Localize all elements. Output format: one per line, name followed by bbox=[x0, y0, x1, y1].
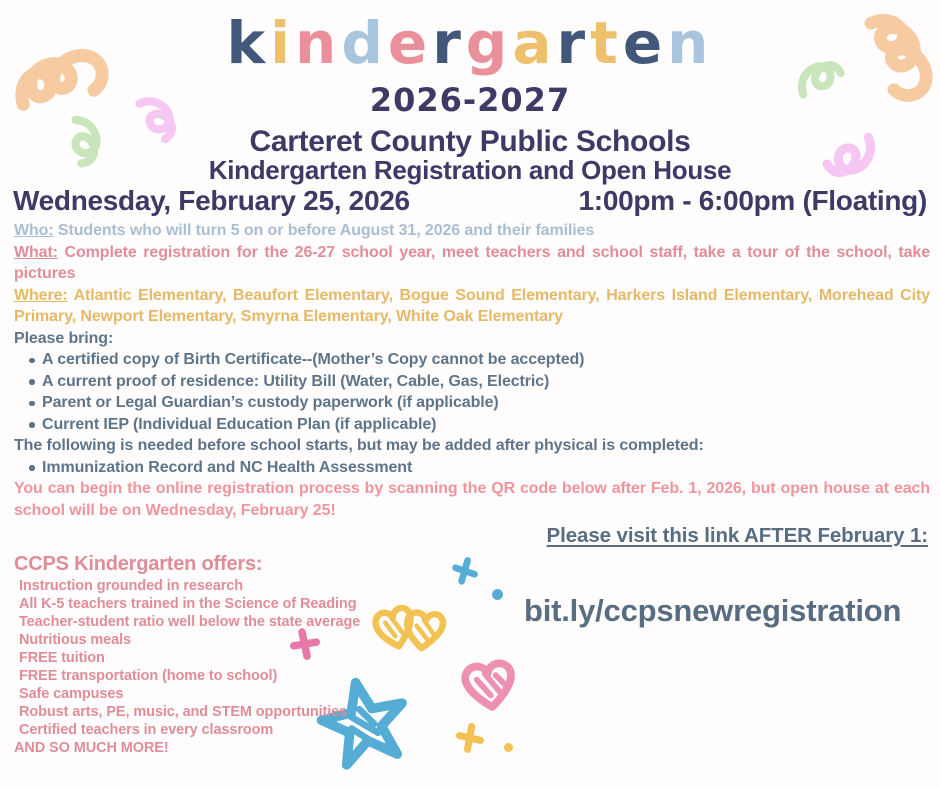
flyer-header bbox=[0, 6, 940, 217]
registration-link[interactable]: bit.ly/ccpsnewregistration bbox=[524, 593, 902, 628]
bring-heading: Please bring: bbox=[14, 329, 114, 347]
bring-item: A certified copy of Birth Certificate--(Mother’s Copy cannot be accepted) bbox=[14, 349, 930, 371]
detail-label: What: bbox=[14, 243, 58, 261]
title-letter-a: a bbox=[512, 9, 557, 77]
offer-item: Certified teachers in every classroom bbox=[19, 722, 274, 738]
event-title: Kindergarten Registration and Open House bbox=[208, 155, 732, 185]
offer-item: FREE transportation (home to school) bbox=[19, 668, 278, 684]
blue-dot-icon bbox=[492, 589, 503, 600]
before-school-heading: The following is needed before school starts, but may be added after physical is completed: bbox=[14, 437, 704, 454]
title-letter-n: n bbox=[295, 9, 342, 77]
title-letter-e: e bbox=[387, 9, 433, 77]
title-letter-r: r bbox=[556, 9, 591, 77]
offer-item: Robust arts, PE, music, and STEM opportunities bbox=[19, 704, 348, 720]
bring-item: A current proof of residence: Utility Bill (Water, Cable, Gas, Electric) bbox=[14, 371, 930, 393]
detail-text: Atlantic Elementary, Beaufort Elementary, Bogue Sound Elementary, Harkers Island Elementary, Morehead City Primary, Newport Elementary, Smyrna Elementary, White Oak Elementary bbox=[14, 286, 930, 325]
offer-item: All K-5 teachers trained in the Science of Reading bbox=[19, 596, 357, 612]
detail-row-where bbox=[14, 285, 930, 328]
offers-list bbox=[14, 577, 464, 757]
detail-text: Students who will turn 5 on or before August 31, 2026 and their families bbox=[53, 222, 595, 239]
bring-list bbox=[14, 349, 930, 435]
title-letter-r: r bbox=[432, 9, 466, 77]
bring-item: Current IEP (Individual Education Plan (if applicable) bbox=[14, 414, 930, 436]
detail-label: Where: bbox=[14, 286, 68, 304]
offer-item: Teacher-student ratio well below the state average bbox=[19, 614, 361, 630]
offers-section bbox=[14, 551, 464, 757]
detail-label: Who: bbox=[14, 222, 54, 239]
offer-item: Safe campuses bbox=[19, 686, 124, 702]
title-letter-k: k bbox=[226, 9, 271, 77]
detail-row-what bbox=[14, 242, 930, 285]
title-letter-g: g bbox=[465, 9, 513, 77]
date-time-row bbox=[0, 185, 940, 217]
event-date: Wednesday, February 25, 2026 bbox=[13, 185, 410, 216]
link-heading: Please visit this link AFTER February 1: bbox=[546, 524, 928, 547]
details-section bbox=[14, 220, 930, 328]
title-letter-e: e bbox=[622, 9, 668, 77]
title-kindergarten bbox=[0, 6, 940, 84]
before-school-list bbox=[14, 457, 930, 479]
detail-row-who bbox=[14, 220, 930, 242]
title-letter-n: n bbox=[667, 9, 714, 77]
qr-note: You can begin the online registration process by scanning the QR code below after Feb. 1, 2026, but open house at each school will be on Wednesday, February 25! bbox=[14, 480, 930, 519]
offer-item: Instruction grounded in research bbox=[19, 578, 243, 594]
before-school-item: Immunization Record and NC Health Assessment bbox=[14, 457, 930, 479]
title-letter-d: d bbox=[341, 9, 388, 77]
offer-item: FREE tuition bbox=[19, 650, 105, 666]
title-letter-t: t bbox=[590, 9, 623, 77]
offer-item: AND SO MUCH MORE! bbox=[14, 740, 169, 756]
yellow-dot-icon bbox=[504, 743, 513, 752]
detail-text: Complete registration for the 26-27 school year, meet teachers and school staff, take a tour of the school, take pictures bbox=[14, 243, 930, 282]
bring-item: Parent or Legal Guardian’s custody paperwork (if applicable) bbox=[14, 392, 930, 414]
event-time: 1:00pm - 6:00pm (Floating) bbox=[578, 185, 927, 216]
title-letter-i: i bbox=[270, 9, 296, 77]
school-years: 2026-2027 bbox=[369, 81, 571, 119]
offer-item: Nutritious meals bbox=[19, 632, 132, 648]
offers-heading: CCPS Kindergarten offers: bbox=[14, 553, 263, 575]
district-name: Carteret County Public Schools bbox=[249, 125, 691, 158]
flyer-body bbox=[0, 217, 940, 548]
